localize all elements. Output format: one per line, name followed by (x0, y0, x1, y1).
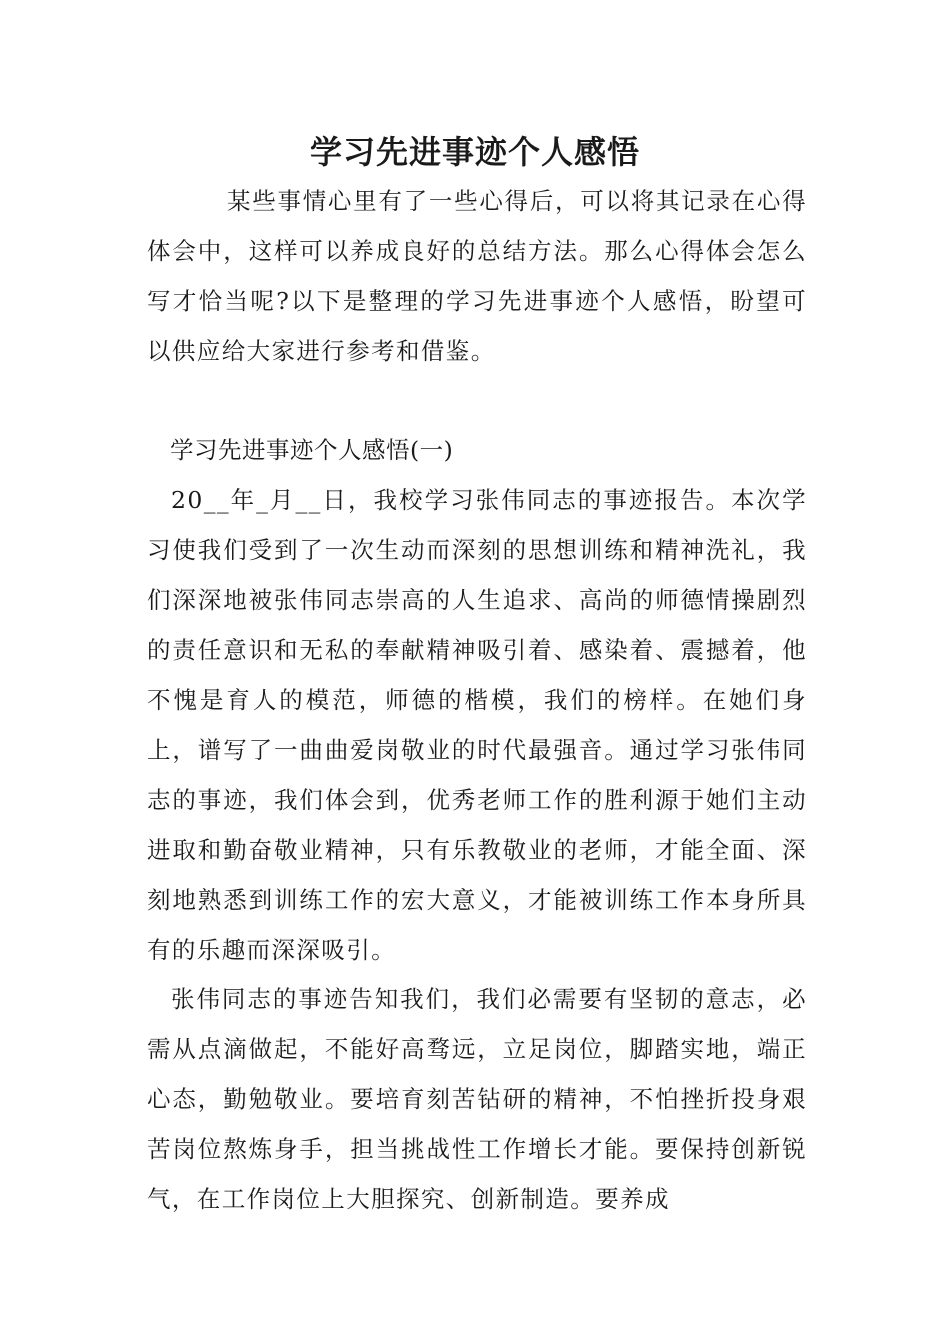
body-paragraph-2: 张伟同志的事迹告知我们，我们必需要有坚韧的意志，必需从点滴做起，不能好高骛远，立足岗位，脚踏实地，端正心态，勤勉敬业。要培育刻苦钻研的精神，不怕挫折投身艰苦岗位熬炼身手，担当挑战性工作增长才能。要保持创新锐气，在工作岗位上大胆探究、创新制造。要养成 (147, 985, 807, 1213)
section-heading: 学习先进事迹个人感悟(一) (170, 436, 454, 464)
page-title: 学习先进事迹个人感悟 (309, 133, 640, 171)
intro-paragraph: 某些事情心里有了一些心得后，可以将其记录在心得体会中，这样可以养成良好的总结方法。那么心得体会怎么写才恰当呢?以下是整理的学习先进事迹个人感悟，盼望可以供应给大家进行参考和借鉴。 (147, 187, 807, 365)
body-paragraph-1: 20__年_月__日，我校学习张伟同志的事迹报告。本次学习使我们受到了一次生动而深刻的思想训练和精神洗礼，我们深深地被张伟同志崇高的人生追求、高尚的师德情操剧烈的责任意识和无私的奉献精神吸引着、感染着、震撼着，他不愧是育人的模范，师德的楷模，我们的榜样。在她们身上，谱写了一曲曲爱岗敬业的时代最强音。通过学习张伟同志的事迹，我们体会到，优秀老师工作的胜利源于她们主动进取和勤奋敬业精神，只有乐教敬业的老师，才能全面、深刻地熟悉到训练工作的宏大意义，才能被训练工作本身所具有的乐趣而深深吸引。 (147, 486, 807, 964)
